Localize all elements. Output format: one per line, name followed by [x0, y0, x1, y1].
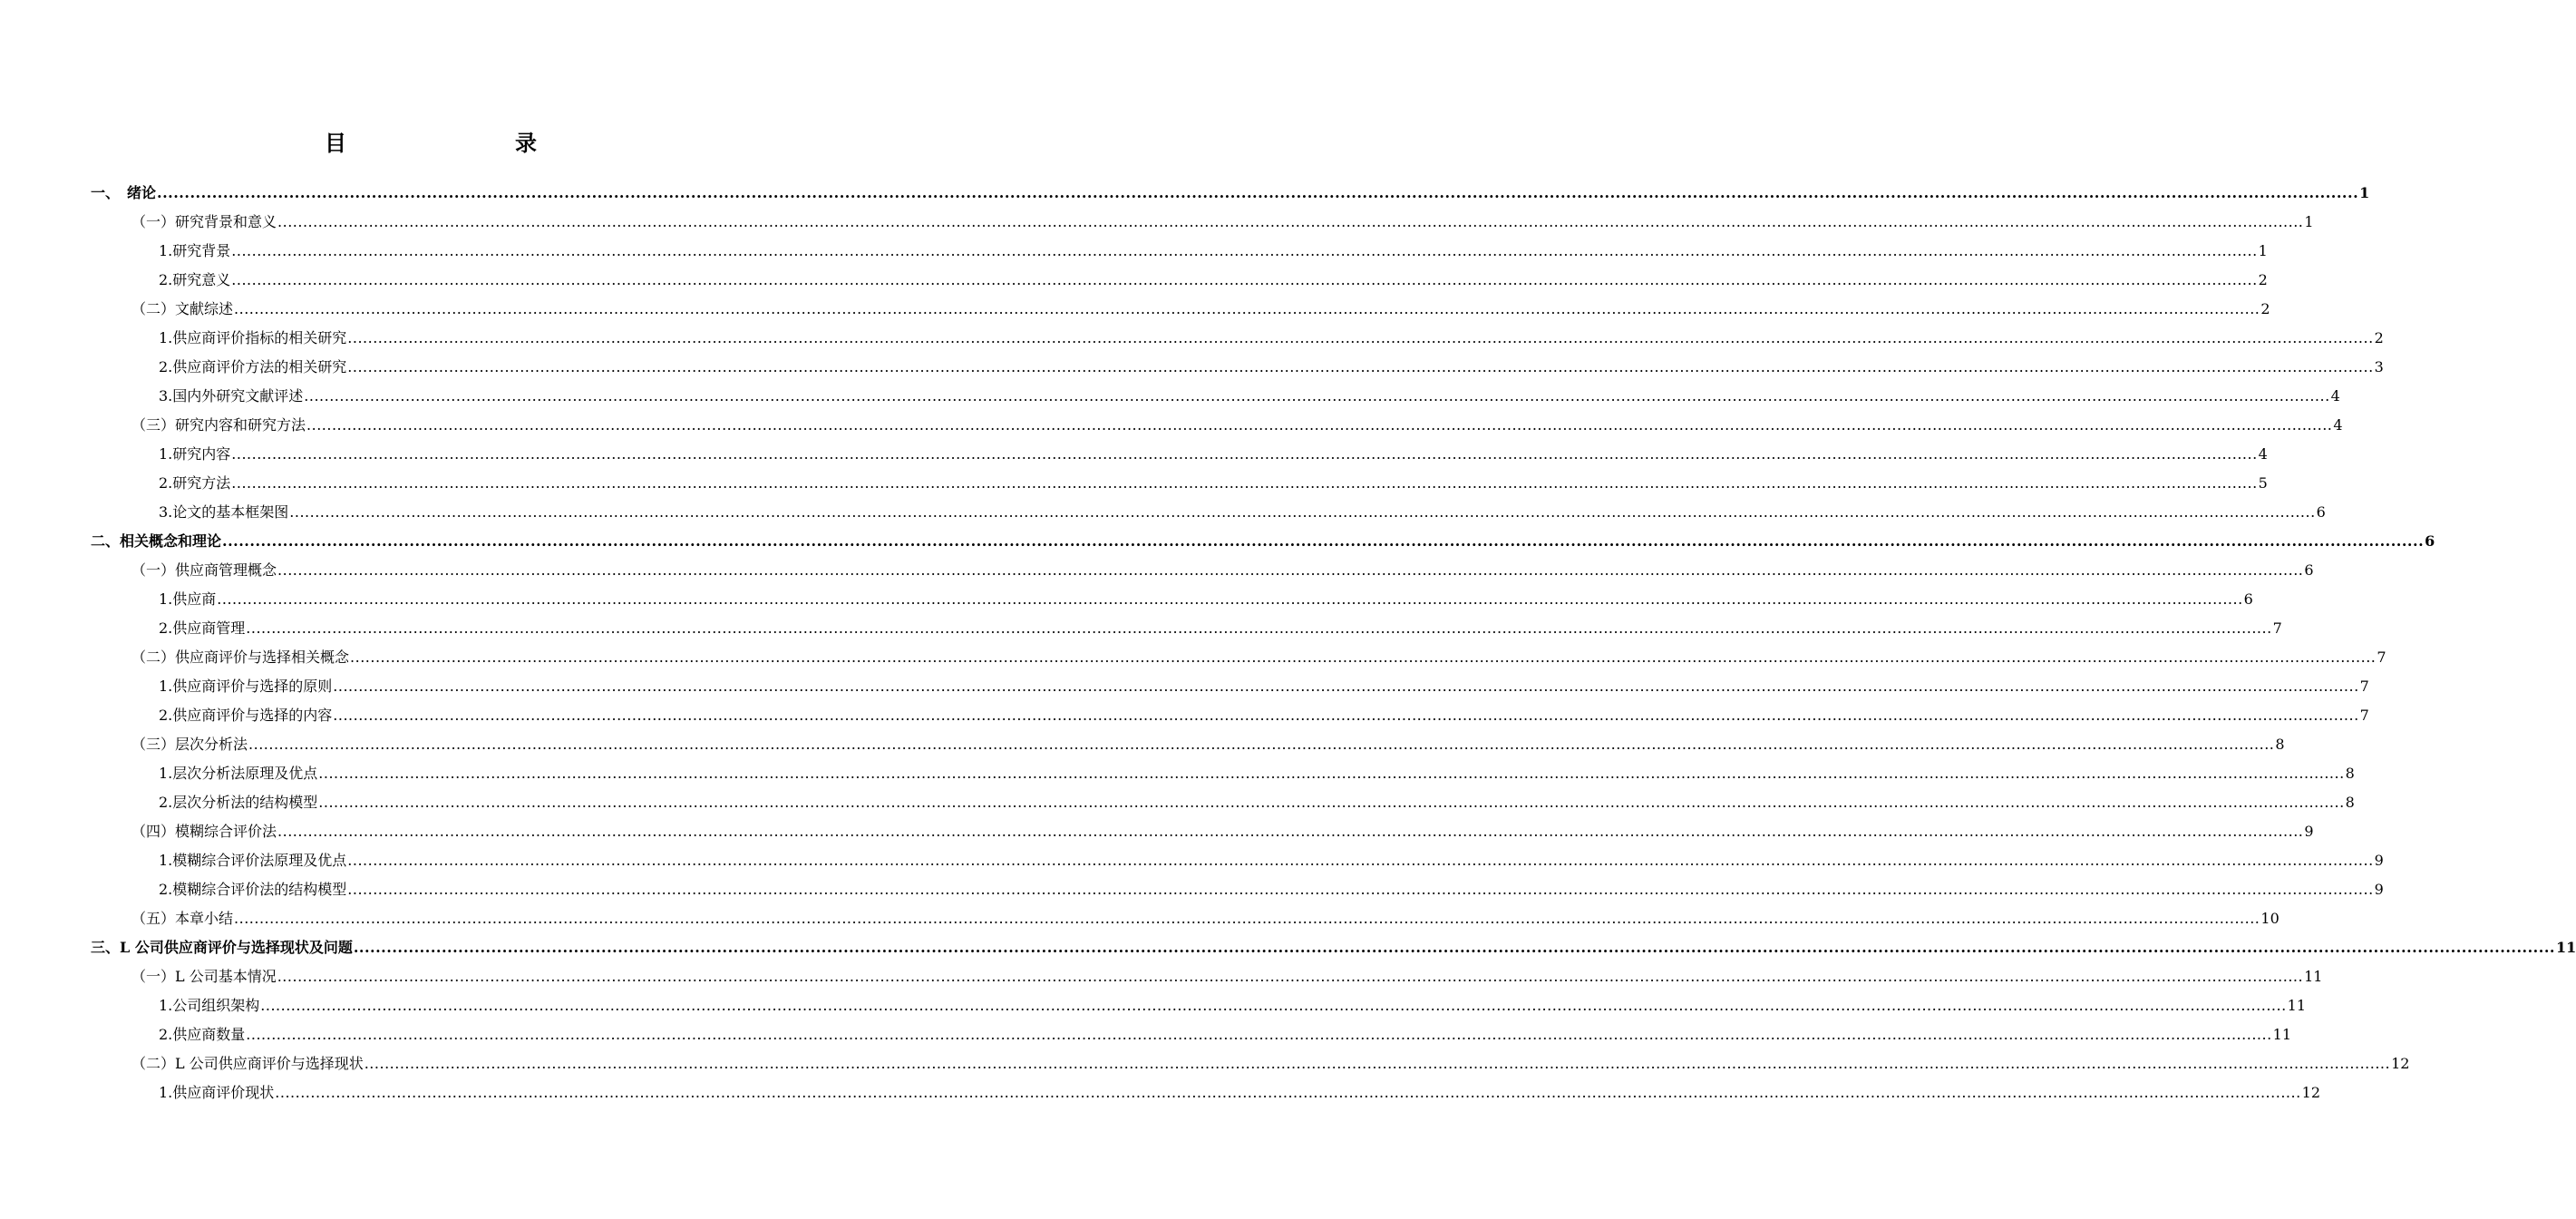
toc-entry-page-number: 7 [2377, 649, 2386, 666]
toc-entry-page-number: 12 [2301, 1084, 2321, 1101]
toc-leader-dots: ................................................................................................................................................................................................................................................................................................................................................................................................................ [350, 649, 2377, 666]
toc-entry-label: （二）文献综述 [131, 300, 234, 317]
toc-entry-page-number: 7 [2272, 619, 2282, 637]
toc-entry[interactable] [91, 614, 2282, 643]
toc-entry[interactable] [91, 817, 2314, 846]
toc-entry-page-number: 8 [2345, 765, 2355, 782]
toc-entry[interactable] [91, 1049, 2410, 1078]
toc-leader-dots: ................................................................................................................................................................................................................................................................................................................................................................................................................ [347, 881, 2374, 898]
toc-entry-label: 1.层次分析法原理及优点 [159, 765, 318, 782]
toc-entry-label: （一）供应商管理概念 [131, 561, 277, 579]
toc-entry-page-number: 9 [2304, 823, 2314, 840]
toc-entry-page-number: 1 [2359, 184, 2370, 201]
toc-entry-label: 1.模糊综合评价法原理及优点 [159, 852, 347, 869]
toc-leader-dots: ................................................................................................................................................................................................................................................................................................................................................................................................................ [217, 590, 2243, 608]
toc-entry[interactable] [91, 585, 2253, 614]
toc-entry-page-number: 4 [2258, 445, 2268, 463]
toc-entry-label: 三、L 公司供应商评价与选择现状及问题 [91, 939, 353, 956]
toc-leader-dots: ................................................................................................................................................................................................................................................................................................................................................................................................................ [364, 1055, 2391, 1072]
toc-entry-page-number: 10 [2260, 910, 2280, 927]
table-of-contents [91, 179, 2576, 1107]
toc-entry-label: 3.论文的基本框架图 [159, 503, 289, 521]
toc-leader-dots: ................................................................................................................................................................................................................................................................................................................................................................................................................ [234, 300, 2260, 317]
toc-entry-label: （一）研究背景和意义 [131, 213, 277, 230]
toc-leader-dots: ................................................................................................................................................................................................................................................................................................................................................................................................................ [333, 707, 2359, 724]
toc-entry-page-number: 1 [2258, 242, 2268, 259]
toc-entry-page-number: 1 [2304, 213, 2314, 230]
toc-entry[interactable] [91, 962, 2323, 991]
toc-entry-label: 2.供应商数量 [159, 1026, 246, 1043]
toc-leader-dots: ................................................................................................................................................................................................................................................................................................................................................................................................................ [318, 765, 2345, 782]
toc-entry[interactable] [91, 208, 2314, 237]
toc-leader-dots: ................................................................................................................................................................................................................................................................................................................................................................................................................ [275, 1084, 2301, 1101]
toc-entry-page-number: 12 [2391, 1055, 2410, 1072]
toc-entry-page-number: 5 [2258, 474, 2268, 492]
toc-entry-page-number: 11 [2555, 939, 2576, 956]
toc-leader-dots: ................................................................................................................................................................................................................................................................................................................................................................................................................ [347, 358, 2374, 375]
toc-entry-page-number: 6 [2425, 532, 2435, 550]
toc-entry-page-number: 7 [2359, 678, 2369, 695]
toc-leader-dots: ................................................................................................................................................................................................................................................................................................................................................................................................................ [248, 736, 2275, 753]
toc-leader-dots: ................................................................................................................................................................................................................................................................................................................................................................................................................ [304, 387, 2330, 405]
toc-entry-label: （二）供应商评价与选择相关概念 [131, 649, 350, 666]
toc-leader-dots: ................................................................................................................................................................................................................................................................................................................................................................................................................ [231, 445, 2258, 463]
toc-leader-dots: ................................................................................................................................................................................................................................................................................................................................................................................................................ [157, 184, 2359, 201]
toc-entry-label: 2.供应商评价方法的相关研究 [159, 358, 347, 375]
toc-entry-label: 1.研究背景 [159, 242, 231, 259]
toc-leader-dots: ................................................................................................................................................................................................................................................................................................................................................................................................................ [234, 910, 2260, 927]
toc-entry-label: 1.供应商评价现状 [159, 1084, 275, 1101]
toc-entry[interactable] [91, 324, 2384, 353]
toc-entry[interactable] [91, 266, 2268, 295]
toc-entry[interactable] [91, 469, 2268, 498]
toc-entry[interactable] [91, 991, 2307, 1020]
toc-leader-dots: ................................................................................................................................................................................................................................................................................................................................................................................................................ [231, 242, 2258, 259]
toc-entry-page-number: 2 [2374, 329, 2384, 346]
toc-entry[interactable] [91, 556, 2314, 585]
toc-entry-page-number: 11 [2287, 997, 2307, 1014]
toc-entry-label: （一）L 公司基本情况 [131, 968, 277, 985]
toc-leader-dots: ................................................................................................................................................................................................................................................................................................................................................................................................................ [353, 939, 2555, 956]
toc-leader-dots: ................................................................................................................................................................................................................................................................................................................................................................................................................ [231, 271, 2258, 288]
toc-leader-dots: ................................................................................................................................................................................................................................................................................................................................................................................................................ [289, 503, 2316, 521]
toc-leader-dots: ................................................................................................................................................................................................................................................................................................................................................................................................................ [246, 1026, 2272, 1043]
toc-entry-label: （四）模糊综合评价法 [131, 823, 277, 840]
toc-entry[interactable] [91, 904, 2280, 933]
toc-entry[interactable] [91, 411, 2343, 440]
toc-entry-page-number: 9 [2374, 852, 2384, 869]
toc-entry[interactable] [91, 353, 2384, 382]
toc-entry[interactable] [91, 759, 2355, 788]
toc-leader-dots: ................................................................................................................................................................................................................................................................................................................................................................................................................ [277, 968, 2304, 985]
toc-leader-dots: ................................................................................................................................................................................................................................................................................................................................................................................................................ [277, 823, 2304, 840]
toc-entry-page-number: 11 [2304, 968, 2323, 985]
toc-entry-page-number: 8 [2275, 736, 2285, 753]
toc-entry-label: （三）层次分析法 [131, 736, 248, 753]
toc-entry[interactable] [91, 672, 2369, 701]
toc-entry[interactable] [91, 498, 2326, 527]
toc-entry[interactable] [91, 1020, 2292, 1049]
toc-entry-page-number: 6 [2304, 561, 2314, 579]
toc-leader-dots: ................................................................................................................................................................................................................................................................................................................................................................................................................ [231, 474, 2258, 492]
toc-entry-page-number: 6 [2243, 590, 2253, 608]
toc-entry[interactable] [91, 643, 2386, 672]
toc-entry-page-number: 2 [2260, 300, 2270, 317]
toc-entry[interactable] [91, 846, 2384, 875]
toc-leader-dots: ................................................................................................................................................................................................................................................................................................................................................................................................................ [246, 619, 2272, 637]
toc-leader-dots: ................................................................................................................................................................................................................................................................................................................................................................................................................ [333, 678, 2359, 695]
toc-entry-label: 1.研究内容 [159, 445, 231, 463]
toc-entry-label: （三）研究内容和研究方法 [131, 416, 306, 434]
toc-entry[interactable] [91, 730, 2285, 759]
page-title: 目 录 [325, 130, 578, 156]
toc-leader-dots: ................................................................................................................................................................................................................................................................................................................................................................................................................ [277, 213, 2304, 230]
toc-entry-page-number: 4 [2333, 416, 2343, 434]
toc-entry[interactable] [91, 295, 2270, 324]
toc-entry-label: 1.供应商评价指标的相关研究 [159, 329, 347, 346]
toc-entry-label: 2.研究意义 [159, 271, 231, 288]
toc-entry-label: 1.公司组织架构 [159, 997, 260, 1014]
toc-entry-page-number: 2 [2258, 271, 2268, 288]
toc-entry-page-number: 3 [2374, 358, 2384, 375]
toc-entry[interactable] [91, 1078, 2321, 1107]
toc-entry-label: 2.层次分析法的结构模型 [159, 794, 318, 811]
toc-entry[interactable] [91, 440, 2268, 469]
toc-entry-label: 一、 绪论 [91, 184, 157, 201]
toc-entry[interactable] [91, 527, 2435, 556]
toc-leader-dots: ................................................................................................................................................................................................................................................................................................................................................................................................................ [260, 997, 2287, 1014]
toc-entry-label: 2.研究方法 [159, 474, 231, 492]
toc-entry-page-number: 9 [2374, 881, 2384, 898]
toc-leader-dots: ................................................................................................................................................................................................................................................................................................................................................................................................................ [347, 852, 2374, 869]
toc-entry-page-number: 8 [2345, 794, 2355, 811]
toc-entry[interactable] [91, 382, 2340, 411]
toc-entry-page-number: 4 [2330, 387, 2340, 405]
toc-entry[interactable] [91, 179, 2370, 208]
toc-entry-label: 2.模糊综合评价法的结构模型 [159, 881, 347, 898]
toc-entry-label: 二、相关概念和理论 [91, 532, 222, 550]
toc-entry-label: 1.供应商评价与选择的原则 [159, 678, 333, 695]
toc-entry-label: 2.供应商管理 [159, 619, 246, 637]
toc-entry[interactable] [91, 701, 2369, 730]
toc-entry[interactable] [91, 875, 2384, 904]
toc-entry-label: （二）L 公司供应商评价与选择现状 [131, 1055, 364, 1072]
toc-entry-page-number: 6 [2316, 503, 2326, 521]
toc-leader-dots: ................................................................................................................................................................................................................................................................................................................................................................................................................ [347, 329, 2374, 346]
toc-entry[interactable] [91, 933, 2576, 962]
toc-entry[interactable] [91, 237, 2268, 266]
toc-entry[interactable] [91, 788, 2355, 817]
toc-entry-label: 1.供应商 [159, 590, 217, 608]
toc-entry-page-number: 7 [2359, 707, 2369, 724]
toc-entry-label: （五）本章小结 [131, 910, 234, 927]
toc-leader-dots: ................................................................................................................................................................................................................................................................................................................................................................................................................ [277, 561, 2304, 579]
toc-entry-label: 2.供应商评价与选择的内容 [159, 707, 333, 724]
toc-entry-label: 3.国内外研究文献评述 [159, 387, 304, 405]
toc-leader-dots: ................................................................................................................................................................................................................................................................................................................................................................................................................ [222, 532, 2425, 550]
toc-leader-dots: ................................................................................................................................................................................................................................................................................................................................................................................................................ [306, 416, 2333, 434]
toc-leader-dots: ................................................................................................................................................................................................................................................................................................................................................................................................................ [318, 794, 2345, 811]
toc-entry-page-number: 11 [2272, 1026, 2292, 1043]
